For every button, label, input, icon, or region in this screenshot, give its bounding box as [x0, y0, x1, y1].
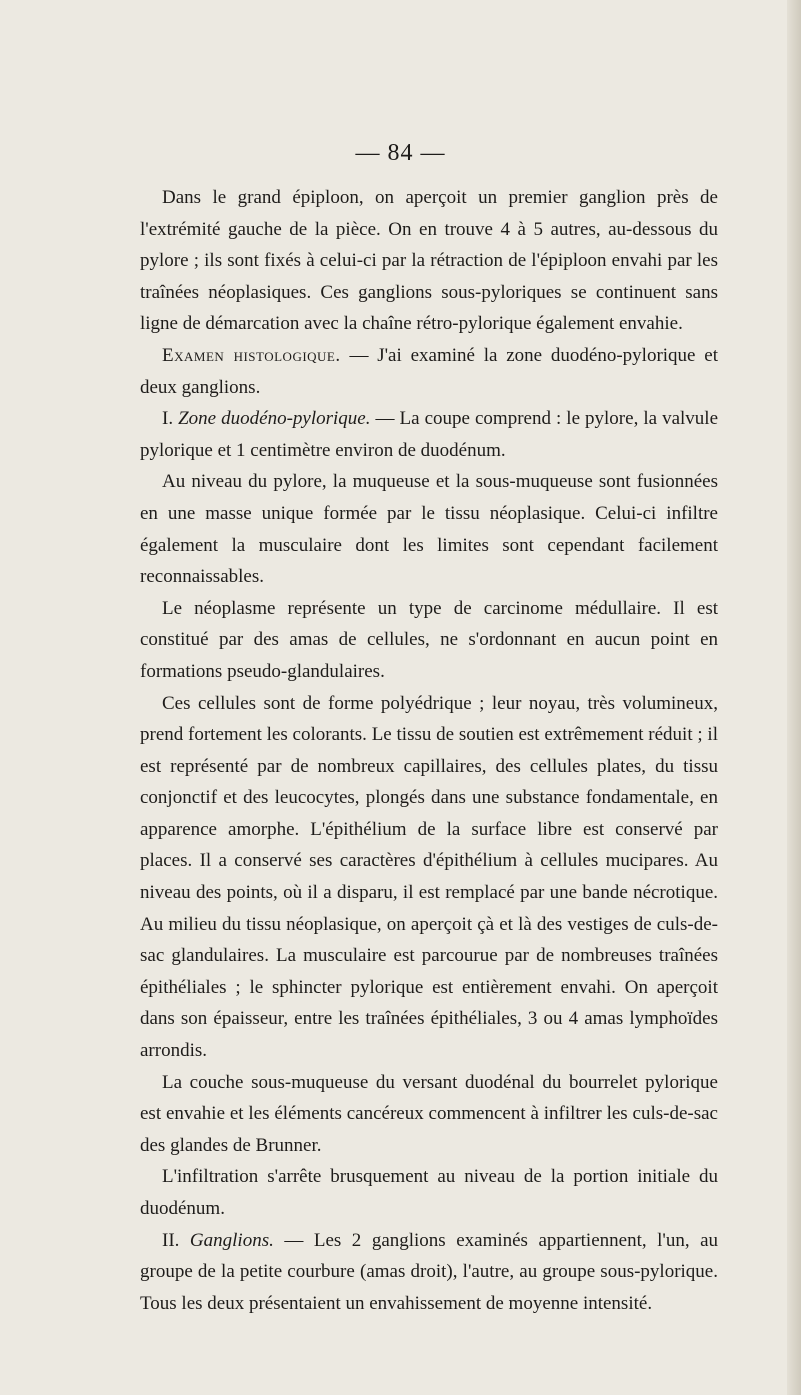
- paragraph-text: La couche sous-muqueuse du versant duodénal du bourrelet pylorique est envahie et les éléments cancéreux commencent à infiltrer les culs-de-sac des glandes de Brunner.: [140, 1071, 718, 1156]
- paragraph-3: [140, 403, 718, 466]
- body-text: [140, 182, 718, 1319]
- paragraph-5: [140, 593, 718, 688]
- paragraph-text: Dans le grand épiploon, on aperçoit un premier ganglion près de l'extrémité gauche de la pièce. On en trouve 4 à 5 autres, au-dessous du pylore ; ils sont fixés à celui-ci par la rétraction de l'épiploon envahi par les traînées néoplasiques. Ces ganglions sous-pyloriques se continuent sans ligne de démarcation avec la chaîne rétro-pylorique également envahie.: [140, 187, 718, 335]
- paragraph-text: Ces cellules sont de forme polyédrique ; leur noyau, très volumineux, prend fortement les colorants. Le tissu de soutien est extrêmement réduit ; il est représenté par de nombreux capillaires, des cellules plates, du tissu conjonctif et des leucocytes, plongés dans une substance fondamentale, en apparence amorphe. L'épithélium de la surface libre est conservé par places. Il a conservé ses caractères d'épithélium à cellules mucipares. Au niveau des points, où il a disparu, il est remplacé par une bande nécrotique. Au milieu du tissu néoplasique, on aperçoit çà et là des vestiges de culs-de-sac glandulaires. La musculaire est parcourue par de nombreuses traînées épithéliales ; le sphincter pylorique est entièrement envahi. On aperçoit dans son épaisseur, entre les traînées épithéliales, 3 ou 4 amas lymphoïdes arrondis.: [140, 692, 718, 1062]
- subsection-title: Zone duodéno-pylorique.: [178, 408, 371, 430]
- paragraph-1: [140, 182, 718, 340]
- paragraph-4: [140, 466, 718, 592]
- paragraph-2: [140, 340, 718, 403]
- paragraph-text: — J'ai examiné la zone duodéno-pylorique et deux ganglions.: [140, 344, 719, 398]
- page-number: — 84 —: [355, 140, 446, 166]
- paragraph-text: — La coupe comprend : le pylore, la valvule pylorique et 1 centimètre environ de duodénum.: [140, 408, 719, 461]
- section-number: II.: [162, 1229, 190, 1251]
- paragraph-text: Le néoplasme représente un type de carcinome médullaire. Il est constitué par des amas de cellules, ne s'ordonnant en aucun point en formations pseudo-glandulaires.: [140, 597, 718, 682]
- section-number: I.: [162, 408, 179, 430]
- paragraph-text: L'infiltration s'arrête brusquement au niveau de la portion initiale du duodénum.: [140, 1166, 718, 1219]
- paragraph-9: [140, 1225, 718, 1320]
- paragraph-text: — Les 2 ganglions examinés appartiennent, l'un, au groupe de la petite courbure (amas droit), l'autre, au groupe sous-pylorique. Tous les deux présentaient un envahissement de moyenne intensité.: [140, 1229, 719, 1314]
- paragraph-text: Au niveau du pylore, la muqueuse et la sous-muqueuse sont fusionnées en une masse unique formée par le tissu néoplasique. Celui-ci infiltre également la musculaire dont les limites sont cependant facilement reconnaissables.: [140, 471, 718, 588]
- paragraph-8: [140, 1161, 718, 1224]
- paragraph-7: [140, 1067, 718, 1162]
- paragraph-6: [140, 688, 718, 1067]
- subsection-title: Ganglions.: [189, 1229, 274, 1251]
- section-heading: Examen histologique.: [162, 344, 341, 366]
- page-edge: [787, 0, 801, 1395]
